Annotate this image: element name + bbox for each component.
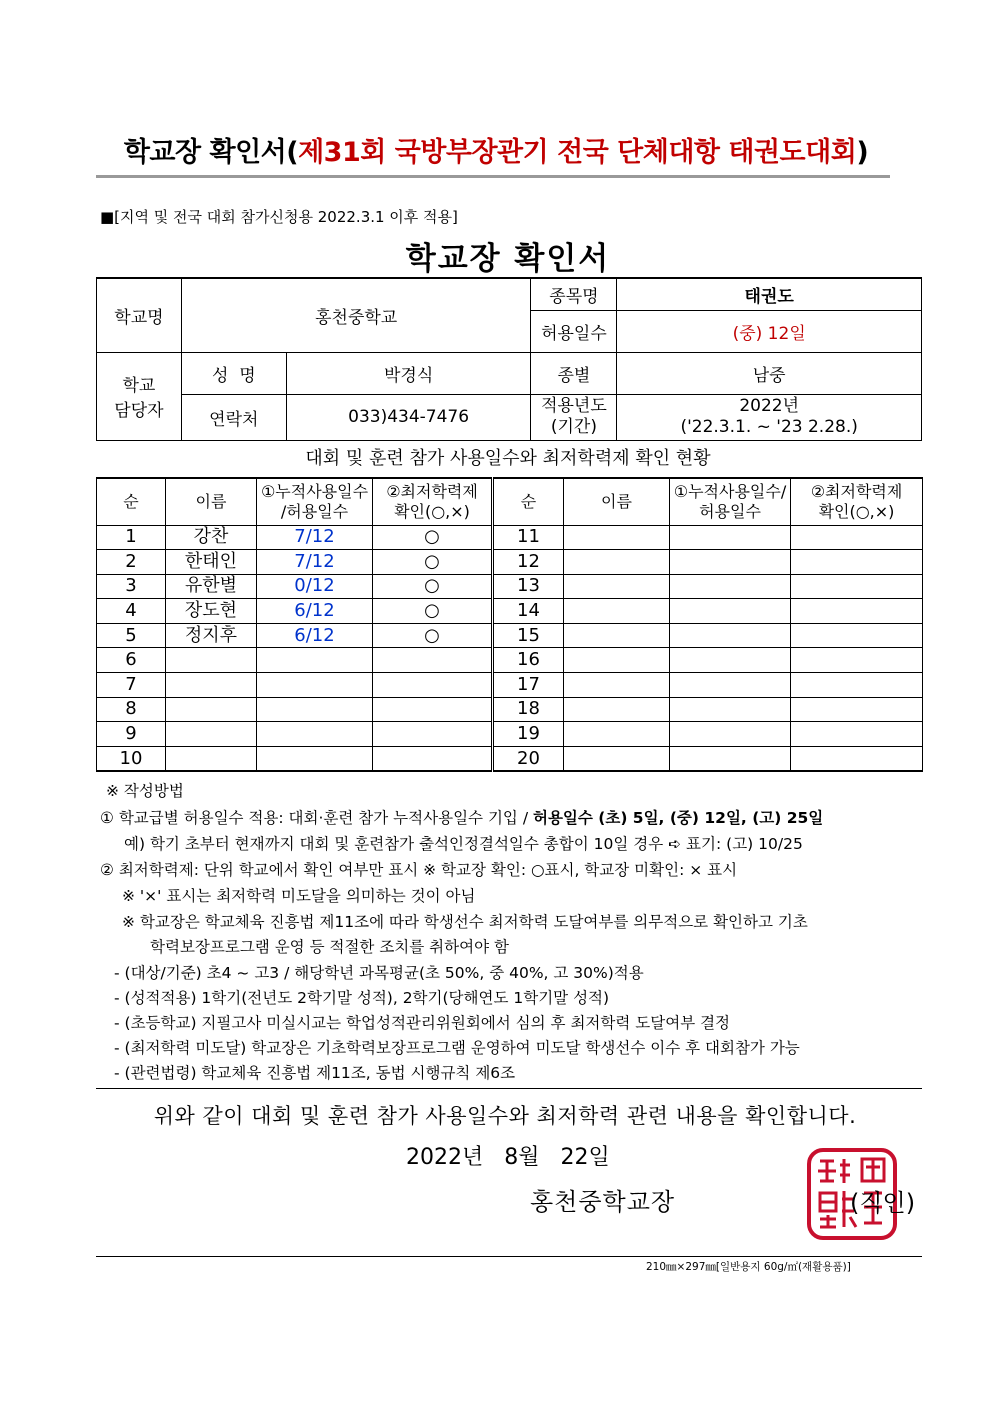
academic-check: ○ (373, 599, 493, 624)
status-title: 대회 및 훈련 참가 사용일수와 최저학력제 확인 현황 (305, 448, 711, 469)
guide-divider (96, 1088, 922, 1089)
academic-check (373, 648, 493, 673)
roster-row (97, 697, 923, 722)
guide-note-1: ※ '×' 표시는 최저학력 미도달을 의미하는 것이 아님 (122, 887, 476, 905)
category-value: 남중 (617, 352, 922, 394)
academic-check-2 (791, 746, 923, 771)
row-number-2: 12 (493, 550, 564, 575)
footer-divider (96, 1256, 922, 1257)
academic-check-2 (791, 648, 923, 673)
used-days (257, 722, 373, 747)
student-name (166, 648, 257, 673)
student-name-2 (564, 599, 670, 624)
academic-check-2 (791, 525, 923, 550)
academic-check (373, 746, 493, 771)
academic-check-2 (791, 550, 923, 575)
contact-value: 033)434-7476 (286, 394, 531, 440)
name-label: 성 명 (181, 352, 286, 394)
application-notice: ■[지역 및 전국 대회 참가신청용 2022.3.1 이후 적용] (100, 208, 458, 226)
student-name-2 (564, 697, 670, 722)
used-days (257, 746, 373, 771)
row-number: 10 (97, 746, 166, 771)
seal-label: (직인) (850, 1189, 916, 1217)
student-name (166, 722, 257, 747)
guide-dash-5: - (관련법령) 학교체육 진흥법 제11조, 동법 시행규칙 제6조 (114, 1064, 516, 1082)
academic-check: ○ (373, 525, 493, 550)
row-number: 7 (97, 673, 166, 698)
guide-dash-3: - (초등학교) 지필고사 미실시교는 학업성적관리위원회에서 심의 후 최저학력 도달여부 결정 (114, 1014, 731, 1032)
student-name: 한태인 (166, 550, 257, 575)
used-days (257, 648, 373, 673)
sport-value: 태권도 (617, 278, 922, 310)
guide-note-2-cont: 학력보장프로그램 운영 등 적절한 조치를 취하여야 함 (150, 938, 509, 956)
academic-check-2 (791, 574, 923, 599)
student-name: 장도현 (166, 599, 257, 624)
document-title: 학교장 확인서(제31회 국방부장관기 전국 단체대항 태권도대회) (123, 137, 869, 168)
roster-row (97, 574, 923, 599)
header-name-2: 이름 (564, 478, 670, 525)
student-name: 유한별 (166, 574, 257, 599)
contact-label: 연락처 (181, 394, 286, 440)
allowed-days-value: (중) 12일 (617, 310, 922, 352)
academic-check-2 (791, 673, 923, 698)
student-name-2 (564, 550, 670, 575)
school-info-table (96, 277, 922, 441)
row-number: 9 (97, 722, 166, 747)
student-name (166, 673, 257, 698)
used-days: 7/12 (257, 525, 373, 550)
student-name: 강찬 (166, 525, 257, 550)
student-name-2 (564, 525, 670, 550)
allowed-days-label: 허용일수 (531, 310, 617, 352)
manager-label: 학교 담당자 (97, 352, 182, 440)
period-value: ('22.3.1. ~ '23 2.28.) (680, 417, 858, 437)
used-days-2 (670, 623, 791, 648)
header-academic-2: ②최저학력제 확인(○,×) (791, 478, 923, 525)
guide-item-2: ② 최저학력제: 단위 학교에서 확인 여부만 표시 ※ 학교장 확인: ○표시, 학교장 미확인: × 표시 (100, 861, 738, 879)
academic-check-2 (791, 722, 923, 747)
used-days-2 (670, 574, 791, 599)
academic-check: ○ (373, 550, 493, 575)
year-label: 적용년도 (기간) (531, 394, 617, 440)
form-title: 학교장 확인서 (405, 241, 611, 277)
row-number: 6 (97, 648, 166, 673)
used-days: 6/12 (257, 623, 373, 648)
used-days-2 (670, 697, 791, 722)
header-name: 이름 (166, 478, 257, 525)
row-number-2: 17 (493, 673, 564, 698)
year-value: 2022년 ('22.3.1. ~ '23 2.28.) (617, 394, 922, 440)
roster-row (97, 525, 923, 550)
roster-row (97, 599, 923, 624)
used-days-2 (670, 599, 791, 624)
header-academic: ②최저학력제 확인(○,×) (373, 478, 493, 525)
student-name: 정지후 (166, 623, 257, 648)
roster-row (97, 673, 923, 698)
guide-dash-4: - (최저학력 미도달) 학교장은 기초학력보장프로그램 운영하여 미도달 학생선수 이수 후 대회참가 가능 (114, 1039, 800, 1057)
student-name-2 (564, 673, 670, 698)
guide-note-2: ※ 학교장은 학교체육 진흥법 제11조에 따라 학생선수 최저학력 도달여부를 의무적으로 확인하고 기초 (122, 913, 808, 931)
row-number-2: 14 (493, 599, 564, 624)
guide-example: 예) 학기 초부터 현재까지 대회 및 훈련참가 출석인정결석일수 총합이 10일 경우 ➪ 표기: (고) 10/25 (124, 835, 803, 853)
student-name-2 (564, 648, 670, 673)
row-number: 1 (97, 525, 166, 550)
row-number-2: 18 (493, 697, 564, 722)
academic-check (373, 673, 493, 698)
student-name (166, 697, 257, 722)
academic-check (373, 722, 493, 747)
row-number: 2 (97, 550, 166, 575)
used-days-2 (670, 673, 791, 698)
row-number-2: 19 (493, 722, 564, 747)
header-no: 순 (97, 478, 166, 525)
used-days: 0/12 (257, 574, 373, 599)
academic-check-2 (791, 697, 923, 722)
confirmation-text: 위와 같이 대회 및 훈련 참가 사용일수와 최저학력 관련 내용을 확인합니다. (153, 1104, 857, 1128)
academic-check (373, 697, 493, 722)
student-name-2 (564, 574, 670, 599)
used-days: 7/12 (257, 550, 373, 575)
row-number-2: 13 (493, 574, 564, 599)
school-name: 홍천중학교 (181, 278, 531, 352)
row-number: 3 (97, 574, 166, 599)
student-name-2 (564, 722, 670, 747)
used-days-2 (670, 648, 791, 673)
row-number-2: 16 (493, 648, 564, 673)
used-days-2 (670, 746, 791, 771)
row-number-2: 15 (493, 623, 564, 648)
guide-dash-2: - (성적적용) 1학기(전년도 2학기말 성적), 2학기(당해연도 1학기말 성적) (114, 989, 610, 1007)
header-no-2: 순 (493, 478, 564, 525)
used-days: 6/12 (257, 599, 373, 624)
paper-spec: 210㎜×297㎜[일반용지 60g/㎡(재활용품)] (646, 1261, 851, 1273)
guide-dash-1: - (대상/기준) 초4 ~ 고3 / 해당학년 과목평균(초 50%, 중 40%, 고 30%)적용 (114, 964, 644, 982)
used-days (257, 697, 373, 722)
row-number-2: 20 (493, 746, 564, 771)
guide-item-1: ① 학교급별 허용일수 적용: 대회·훈련 참가 누적사용일수 기입 / 허용일수 (초) 5일, (중) 12일, (고) 25일 (100, 809, 824, 827)
title-divider (96, 175, 890, 178)
academic-check-2 (791, 623, 923, 648)
guide-heading: ※ 작성방법 (106, 782, 184, 800)
used-days-2 (670, 550, 791, 575)
event-name: 제31회 국방부장관기 전국 단체대항 태권도대회 (298, 137, 857, 168)
academic-check: ○ (373, 574, 493, 599)
row-number-2: 11 (493, 525, 564, 550)
school-label: 학교명 (97, 278, 182, 352)
student-name (166, 746, 257, 771)
header-days-2: ①누적사용일수/ 허용일수 (670, 478, 791, 525)
category-label: 종별 (531, 352, 617, 394)
academic-check-2 (791, 599, 923, 624)
roster-row (97, 648, 923, 673)
sport-label: 종목명 (531, 278, 617, 310)
row-number: 5 (97, 623, 166, 648)
principal-name: 홍천중학교장 (530, 1188, 676, 1216)
student-name-2 (564, 746, 670, 771)
roster-row (97, 722, 923, 747)
used-days-2 (670, 722, 791, 747)
roster-row (97, 746, 923, 771)
manager-name: 박경식 (286, 352, 531, 394)
used-days-2 (670, 525, 791, 550)
row-number: 4 (97, 599, 166, 624)
student-name-2 (564, 623, 670, 648)
header-days: ①누적사용일수 /허용일수 (257, 478, 373, 525)
roster-table (96, 477, 923, 772)
confirmation-date: 2022년 8월 22일 (406, 1145, 610, 1170)
academic-check: ○ (373, 623, 493, 648)
row-number: 8 (97, 697, 166, 722)
roster-row (97, 550, 923, 575)
roster-body (97, 525, 923, 771)
used-days (257, 673, 373, 698)
roster-row (97, 623, 923, 648)
